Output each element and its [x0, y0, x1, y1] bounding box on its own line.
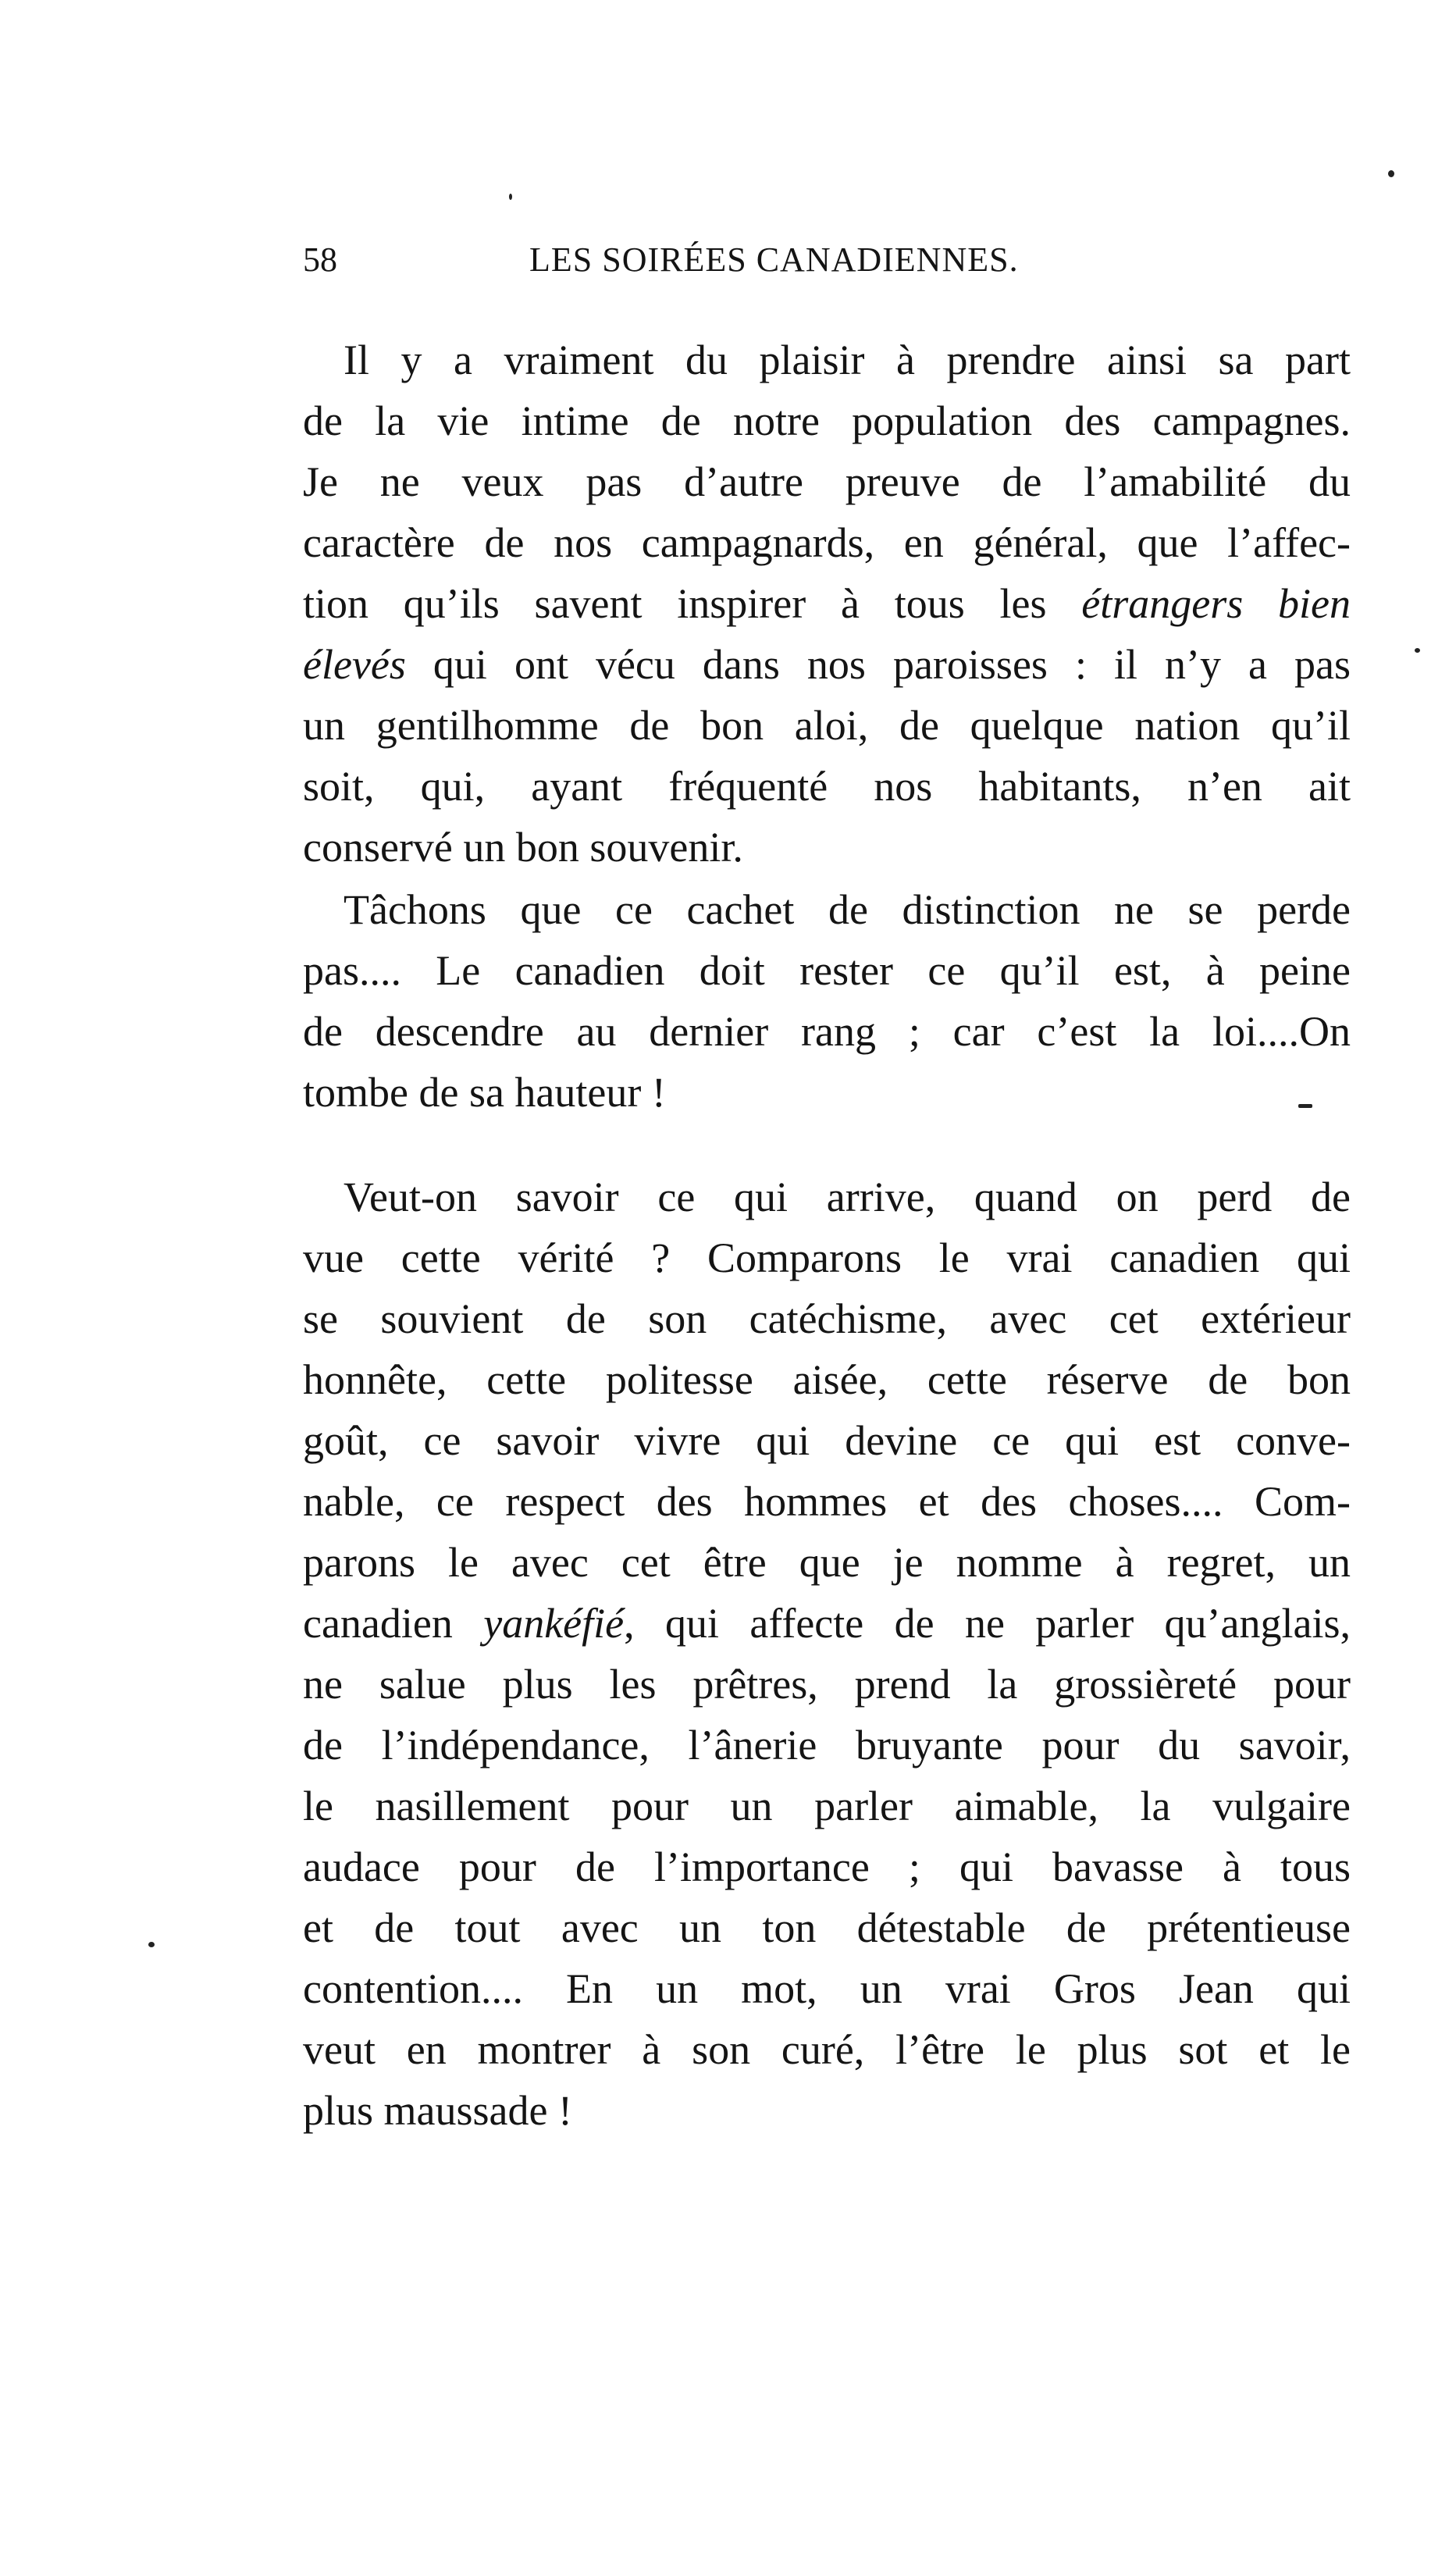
text-run: tion qu’ils savent inspirer à tous les — [303, 580, 1082, 627]
text-line — [303, 1593, 1351, 1654]
text-line: de la vie intime de notre population des campagnes. — [303, 397, 1351, 444]
text-line: goût, ce savoir vivre qui devine ce qui est conve- — [303, 1417, 1351, 1464]
ink-speck — [148, 1942, 155, 1947]
ink-speck — [509, 194, 512, 200]
text-line: le nasillement pour un parler aimable, la vulgaire — [303, 1783, 1351, 1829]
text-line: caractère de nos campagnards, en général, que l’affec- — [303, 519, 1351, 566]
ink-speck — [1298, 1104, 1312, 1108]
running-head — [303, 233, 1349, 287]
running-title: LES SOIRÉES CANADIENNES. — [529, 240, 1019, 279]
paragraph-3 — [303, 1167, 1351, 2141]
text-line: un gentilhomme de bon aloi, de quelque nation qu’il — [303, 702, 1351, 749]
text-line: ne salue plus les prêtres, prend la grossièreté pour — [303, 1661, 1351, 1708]
text-line: et de tout avec un ton détestable de prétentieuse — [303, 1904, 1351, 1951]
italic-emphasis: yankéfié — [483, 1600, 625, 1647]
text-line: contention.... En un mot, un vrai Gros Jean qui — [303, 1965, 1351, 2012]
text-line: vue cette vérité ? Comparons le vrai canadien qui — [303, 1234, 1351, 1281]
text-line: Veut-on savoir ce qui arrive, quand on perd de — [344, 1174, 1351, 1220]
text-line: nable, ce respect des hommes et des choses.... Com- — [303, 1478, 1351, 1525]
page-number: 58 — [303, 240, 337, 279]
text-line — [303, 573, 1351, 634]
text-line: honnête, cette politesse aisée, cette réserve de bon — [303, 1356, 1351, 1403]
paragraph-1 — [303, 329, 1351, 878]
text-line: tombe de sa hauteur ! — [303, 1069, 666, 1116]
text-run: qui ont vécu dans nos paroisses : il n’y a pas — [405, 641, 1351, 688]
text-line: se souvient de son catéchisme, avec cet extérieur — [303, 1295, 1351, 1342]
text-line: de l’indépendance, l’ânerie bruyante pour du savoir, — [303, 1722, 1351, 1768]
text-line: Il y a vraiment du plaisir à prendre ainsi sa part — [344, 337, 1351, 383]
text-line: soit, qui, ayant fréquenté nos habitants, n’en ait — [303, 763, 1351, 810]
text-line: veut en montrer à son curé, l’être le plus sot et le — [303, 2026, 1351, 2073]
italic-emphasis: étrangers bien — [1081, 580, 1351, 627]
paragraph-2 — [303, 879, 1351, 1123]
text-line: audace pour de l’importance ; qui bavasse à tous — [303, 1843, 1351, 1890]
text-run: canadien — [303, 1600, 484, 1647]
text-line: de descendre au dernier rang ; car c’est la loi....On — [303, 1008, 1351, 1055]
text-line: pas.... Le canadien doit rester ce qu’il est, à peine — [303, 947, 1351, 994]
ink-speck — [1415, 648, 1420, 653]
ink-speck — [1388, 170, 1394, 177]
text-line: plus maussade ! — [303, 2087, 572, 2134]
text-run: , qui affecte de ne parler qu’anglais, — [624, 1600, 1351, 1647]
text-line: parons le avec cet être que je nomme à regret, un — [303, 1539, 1351, 1586]
text-line — [303, 634, 1351, 695]
text-line: Tâchons que ce cachet de distinction ne se perde — [344, 886, 1351, 933]
text-line: conservé un bon souvenir. — [303, 824, 743, 871]
text-line: Je ne veux pas d’autre preuve de l’amabilité du — [303, 458, 1351, 505]
italic-emphasis: élevés — [303, 641, 406, 688]
